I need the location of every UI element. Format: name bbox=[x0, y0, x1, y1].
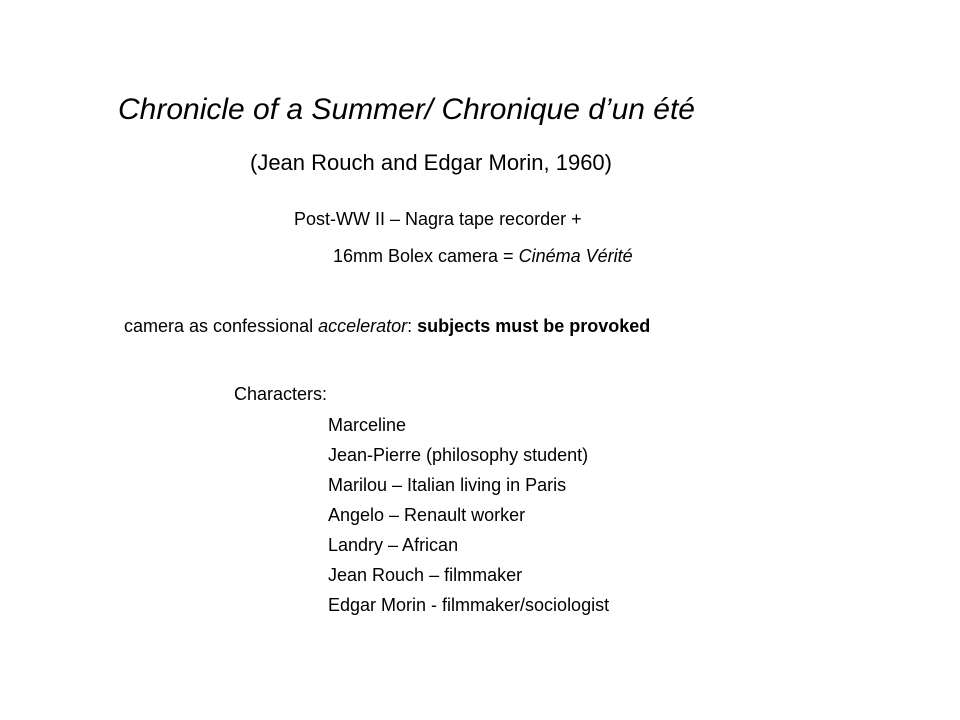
technology-prefix: 16mm Bolex camera = bbox=[333, 246, 519, 266]
cinema-verite-term: Cinéma Vérité bbox=[518, 246, 633, 266]
thesis-statement bbox=[124, 314, 650, 338]
thesis-colon: : bbox=[407, 316, 418, 336]
accelerator-term: accelerator bbox=[318, 316, 408, 336]
character-item: Jean-Pierre (philosophy student) bbox=[328, 445, 589, 465]
title-english: Chronicle of a Summer/ bbox=[118, 93, 434, 126]
thesis-emphasis: subjects must be provoked bbox=[417, 316, 651, 336]
thesis-prefix: camera as confessional bbox=[124, 316, 319, 336]
character-item: Angelo – Renault worker bbox=[328, 505, 526, 525]
technology-line-1: Post-WW II – Nagra tape recorder + bbox=[294, 209, 582, 229]
character-item: Edgar Morin - filmmaker/sociologist bbox=[328, 595, 610, 615]
characters-heading: Characters: bbox=[234, 384, 328, 404]
character-item: Landry – African bbox=[328, 535, 459, 555]
character-item: Jean Rouch – filmmaker bbox=[328, 565, 523, 585]
title-french: Chronique d’un été bbox=[433, 93, 695, 126]
technology-line-2 bbox=[333, 244, 633, 268]
character-item: Marilou – Italian living in Paris bbox=[328, 475, 567, 495]
film-credits: (Jean Rouch and Edgar Morin, 1960) bbox=[250, 150, 612, 175]
characters-list bbox=[328, 410, 609, 620]
slide-title bbox=[118, 92, 695, 128]
character-item: Marceline bbox=[328, 415, 407, 435]
